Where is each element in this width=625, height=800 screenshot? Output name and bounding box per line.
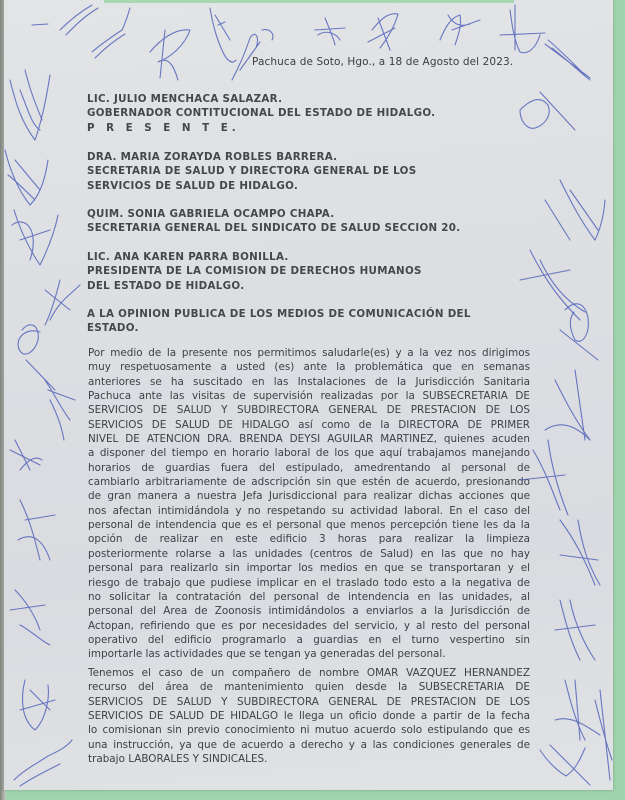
addressee-title: SECRETARIA GENERAL DEL SINDICATO DE SALUD SECCION 20. <box>87 222 461 235</box>
text-line: lo comisionan sin previo conocimiento ni mutuo acuerdo solo estipulando que es <box>88 724 530 737</box>
addressee-health-secretary <box>87 150 416 193</box>
text-line: importarle las actividades que se tengan ya generadas del personal. <box>88 648 446 661</box>
addressee-title: ESTADO. <box>87 322 139 335</box>
text-line: personal del Area de Zoonosis intimidándolos a enviarlos a la Jurisdicción de <box>88 605 530 618</box>
addressee-title: A LA OPINION PUBLICA DE LOS MEDIOS DE COMUNICACIÓN DEL <box>87 308 471 320</box>
addressee-title: DEL ESTADO DE HIDALGO. <box>87 279 245 292</box>
text-line: nos afectan intimidándola y no respetando su actividad laboral. En el caso del <box>88 504 530 517</box>
addressee-name: QUIM. SONIA GABRIELA OCAMPO CHAPA. <box>87 208 335 220</box>
addressee-title: PRESIDENTA DE LA COMISION DE DERECHOS HUMANOS <box>87 265 422 278</box>
place-date-line: Pachuca de Soto, Hgo., a 18 de Agosto del 2023. <box>252 56 514 68</box>
addressee-human-rights <box>87 250 422 293</box>
addressee-title: GOBERNADOR CONTITUCIONAL DEL ESTADO DE HIDALGO. <box>87 107 436 120</box>
text-line: personal de intendencia que es el personal que menos percepción tiene les da la <box>88 519 530 532</box>
text-line: operativo del edificio programarlo a guardias en el turno vespertino sin <box>88 633 530 646</box>
text-line: de gran manera a nuestra Jefa Jurisdiccional para realizar dichas acciones que <box>88 490 530 503</box>
text-line: personal para realizarlo sin importar los medios en que se transportaran y el <box>88 562 530 575</box>
text-line: opción de realizar en este edificio 3 horas para realizar la limpieza <box>88 533 530 546</box>
addressee-public-opinion <box>87 307 471 336</box>
text-line: a disponer del tiempo en horario laboral de los que aquí trabajamos manejando <box>88 447 530 460</box>
text-line: Pachuca ante las visitas de supervisión realizadas por la SUBSECRETARIA DE <box>88 390 530 403</box>
text-line: trabajo LABORALES Y SINDICALES. <box>88 753 268 766</box>
text-line: SERVICIOS DE SALUD DE HIDALGO así como de la DIRECTORA DE PRIMER <box>88 418 530 431</box>
text-line: cambiarlo arbitrariamente de adscripción sin que estén de acuerdo, presionando <box>88 476 530 489</box>
text-line: SERVICIOS DE SALUD Y SUBDIRECTORA GENERAL DE PRESTACION DE LOS <box>88 404 530 417</box>
text-line: muy respetuosamente a usted (es) ante la problemática que en semanas <box>88 361 530 374</box>
addressee-name: LIC. ANA KAREN PARRA BONILLA. <box>87 251 289 263</box>
addressee-title: SECRETARIA DE SALUD Y DIRECTORA GENERAL DE LOS <box>87 165 417 178</box>
background-strip <box>104 0 514 3</box>
text-line: no solicitar la contratación del personal de intendencia en las unidades, al <box>88 590 530 603</box>
body-paragraph-1 <box>88 346 530 662</box>
addressee-title: SERVICIOS DE SALUD DE HIDALGO. <box>87 179 299 192</box>
text-line: una instrucción, ya que de acuerdo a derecho y a las condiciones generales de <box>88 738 530 751</box>
text-line: Por medio de la presente nos permitimos saludarle(es) y a la vez nos dirigimos <box>88 347 530 359</box>
addressee-name: DRA. MARIA ZORAYDA ROBLES BARRERA. <box>87 151 338 163</box>
text-line: recurso del área de mantenimiento quien desde la SUBSECRETARIA DE <box>88 681 530 694</box>
text-line: posteriormente rolarse a las unidades (centros de Salud) en las que no hay <box>88 547 530 560</box>
text-line: Tenemos el caso de un compañero de nombre OMAR VAZQUEZ HERNANDEZ <box>88 667 530 679</box>
addressee-governor <box>87 92 435 135</box>
text-line: riesgo de trabajo que pudiese implicar en el traslado todo esto a la negativa de <box>88 576 530 589</box>
text-line: SERVICIOS DE SALUD Y SUBDIRECTORA GENERAL DE PRESTACION DE LOS <box>88 695 530 708</box>
addressee-name: LIC. JULIO MENCHACA SALAZAR. <box>87 93 283 105</box>
text-line: anteriores se ha suscitado en las Instalaciones de la Jurisdicción Sanitaria <box>88 375 530 388</box>
presente-label: P R E S E N T E. <box>87 121 240 134</box>
text-line: NIVEL DE ATENCION DRA. BRENDA DEYSI AGUILAR MARTINEZ, quienes acuden <box>88 433 530 446</box>
body-paragraph-2 <box>88 666 530 766</box>
addressee-union-secretary <box>87 207 460 236</box>
text-line: Actopan, refiriendo que es por necesidades del servicio, y al resto del personal <box>88 619 530 632</box>
text-line: SERVICIOS DE SALUD DE HIDALGO le llega un oficio donde a partir de la fecha <box>88 710 530 723</box>
text-line: horarios de guardias fuera del estipulado, amedrentando al personal de <box>88 461 530 474</box>
